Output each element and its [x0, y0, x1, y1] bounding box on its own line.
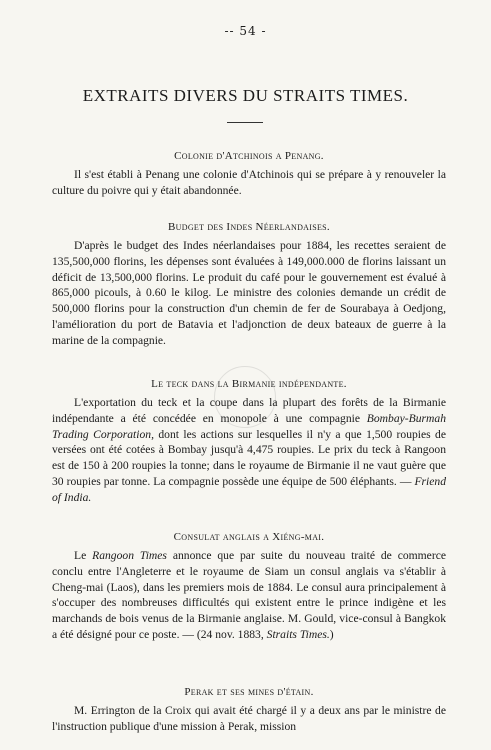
section-heading: Consulat anglais a Xiéng-mai. — [173, 531, 325, 543]
section-heading: Perak et ses mines d'étain. — [184, 686, 314, 698]
page-title: EXTRAITS DIVERS DU STRAITS TIMES. — [82, 86, 409, 105]
section-paragraph: Il s'est établi à Penang une colonie d'Atchinois qui se prépare à y renouveler la culture du poivre qui y était abandonnée. — [52, 168, 446, 197]
section-perak — [52, 686, 446, 735]
section-budget — [52, 221, 446, 349]
section-paragraph: L'exportation du teck et la coupe dans la plupart des forêts de la Birmanie indépendante a été concédée en monopole à une compagnie Bombay-Burmah Trading Corporation, dont les actions sur lesquelles il n'y a que 1,500 roupies de versées ont été cotées à Bombay jusqu'à 4,475 roupies. Le prix du teck à Rangoon est de 150 à 200 roupies la tonne; dans le royaume de Birmanie il ne vaut guère que 30 roupies par tonne. La compagnie possède une équipe de 500 éléphants. — Friend of India. — [52, 396, 446, 504]
section-heading: Le teck dans la Birmanie indépendante. — [151, 378, 347, 390]
page-number: -- 54 - — [224, 24, 267, 38]
section-paragraph: Le Rangoon Times annonce que par suite du nouveau traité de commerce conclu entre l'Angleterre et le royaume de Siam un consul anglais va s'établir à Cheng-mai (Laos), dans les premiers mois de 1884. Le consul aura principalement à s'occuper des nombreuses difficultés qui existent entre le prince indigène et les marchands de bois venus de la Birmanie anglaise. M. Gould, vice-consul à Bangkok a été désigné pour ce poste. — (24 nov. 1883, Straits Times.) — [52, 549, 446, 641]
section-paragraph: D'après le budget des Indes néerlandaises pour 1884, les recettes seraient de 135,500,000 florins, les dépenses sont évaluées à 149,000.000 de florins laissant un déficit de 13,500,000 florins. Le produit du café pour le gouvernement est évalué à 865,000 picouls, à 0.60 le kilog. Le ministre des colonies demande un crédit de 500,000 florins pour la construction d'un chemin de fer de Sourabaya à Oedjong, l'amélioration du port de Batavia et l'adjonction de deux bateaux de guerre à la marine de la compagnie. — [52, 239, 446, 347]
section-atchinois — [52, 150, 446, 199]
section-consulat — [52, 531, 446, 643]
title-rule — [227, 122, 263, 123]
section-heading: Colonie d'Atchinois a Penang. — [174, 150, 324, 162]
section-teck — [52, 378, 446, 506]
section-heading: Budget des Indes Néerlandaises. — [168, 221, 330, 233]
section-paragraph: M. Errington de la Croix qui avait été chargé il y a deux ans par le ministre de l'instruction publique d'une mission à Perak, mission — [52, 704, 446, 733]
